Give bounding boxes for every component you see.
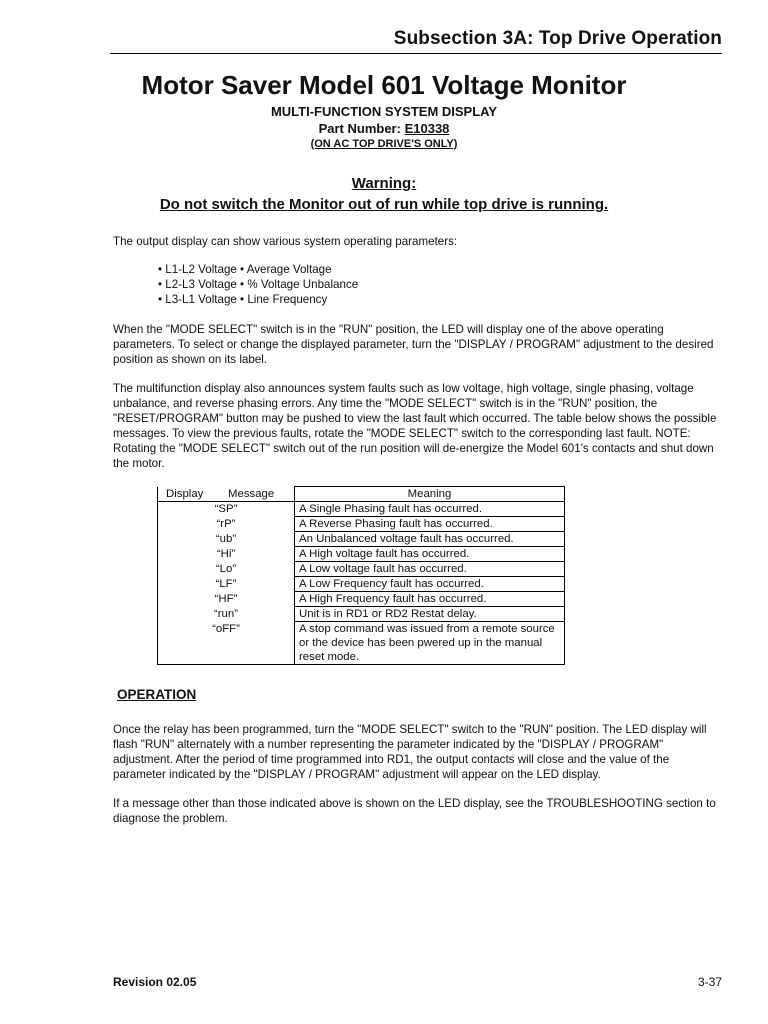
list-item: • L1-L2 Voltage • Average Voltage xyxy=(158,263,332,276)
table-row xyxy=(158,562,565,577)
page-title: Motor Saver Model 601 Voltage Monitor xyxy=(141,70,627,100)
troubleshooting-paragraph: If a message other than those indicated above is shown on the LED display, see the TROUBLESHOOTING section to diagnose the problem. xyxy=(113,797,716,825)
intro-paragraph: The output display can show various system operating parameters: xyxy=(113,235,458,248)
warning-text: Do not switch the Monitor out of run while top drive is running. xyxy=(159,196,609,213)
table-cell-code: “SP” xyxy=(158,502,295,517)
table-cell-code: “run” xyxy=(158,607,295,622)
table-cell-meaning: Unit is in RD1 or RD2 Restat delay. xyxy=(295,607,565,622)
table-row xyxy=(158,547,565,562)
faults-paragraph: The multifunction display also announces system faults such as low voltage, high voltage, single phasing, voltage unbalance, and reverse phasing errors. Any time the "MODE SELECT" switch is in the "RUN" position, the "RESET/PROGRAM" button may be pushed to view the last fault which occurred. The table below shows the possible messages. To view the previous faults, rotate the "MODE SELECT" switch to the corresponding last fault. NOTE: Rotating the "MODE SELECT" switch out of the run position will de-energize the Model 601's contacts and shut down the motor. xyxy=(113,382,717,470)
page-number: 3-37 xyxy=(697,975,722,989)
operation-paragraph: Once the relay has been programmed, turn the "MODE SELECT" switch to the "RUN" position. The LED display will flash "RUN" alternately with a number representing the parameter indicated by the "DISPLAY / PROGRAM" adjustment. After the period of time programmed into RD1, the output contacts will close and the value of the parameter indicated by the "DISPLAY / PROGRAM" adjustment will appear on the LED display. xyxy=(113,723,707,781)
table-header-meaning: Meaning xyxy=(295,487,565,502)
table-cell-meaning: A Low voltage fault has occurred. xyxy=(295,562,565,577)
table-row xyxy=(158,577,565,592)
table-cell-code: “ub” xyxy=(158,532,295,547)
table-row xyxy=(158,517,565,532)
table-cell-code: “HF” xyxy=(158,592,295,607)
subsection-header: Subsection 3A: Top Drive Operation xyxy=(393,28,722,49)
list-item: • L3-L1 Voltage • Line Frequency xyxy=(158,293,328,306)
part-number xyxy=(0,121,768,136)
ac-note: (ON AC TOP DRIVE'S ONLY) xyxy=(310,138,458,150)
fault-message-table xyxy=(157,486,565,665)
table-header-row xyxy=(158,487,565,502)
mode-paragraph: When the "MODE SELECT" switch is in the "RUN" position, the LED will display one of the above operating parameters. To select or change the displayed parameter, turn the "DISPLAY / PROGRAM" adjustment to the desired position as shown on its label. xyxy=(113,323,714,366)
part-number-label: Part Number: xyxy=(318,121,401,136)
header-rule xyxy=(110,53,722,54)
part-number-value: E10338 xyxy=(404,121,450,136)
table-cell-code: “oFF” xyxy=(158,622,295,665)
table-cell-code: “Hi” xyxy=(158,547,295,562)
table-header-display: Display xyxy=(166,487,204,500)
table-cell-code: “LF” xyxy=(158,577,295,592)
table-cell-meaning: A stop command was issued from a remote source or the device has been pwered up in the manual reset mode. xyxy=(295,622,565,665)
table-header-message: Message xyxy=(228,487,275,500)
table-row xyxy=(158,532,565,547)
list-item: • L2-L3 Voltage • % Voltage Unbalance xyxy=(158,278,359,291)
table-cell-meaning: A High voltage fault has occurred. xyxy=(295,547,565,562)
table-cell-meaning: A Low Frequency fault has occurred. xyxy=(295,577,565,592)
table-cell-meaning: A High Frequency fault has occurred. xyxy=(295,592,565,607)
operation-heading: OPERATION xyxy=(117,687,197,702)
table-cell-code: “Lo” xyxy=(158,562,295,577)
parameter-list xyxy=(158,262,358,307)
table-row xyxy=(158,607,565,622)
table-row xyxy=(158,622,565,665)
table-row xyxy=(158,502,565,517)
warning-heading: Warning: xyxy=(351,175,417,192)
table-cell-meaning: An Unbalanced voltage fault has occurred. xyxy=(295,532,565,547)
page-subtitle: MULTI-FUNCTION SYSTEM DISPLAY xyxy=(270,104,498,119)
table-cell-code: “rP” xyxy=(158,517,295,532)
table-cell-meaning: A Single Phasing fault has occurred. xyxy=(295,502,565,517)
table-header-display-message xyxy=(158,487,295,502)
revision-label: Revision 02.05 xyxy=(113,975,197,989)
table-cell-meaning: A Reverse Phasing fault has occurred. xyxy=(295,517,565,532)
table-row xyxy=(158,592,565,607)
